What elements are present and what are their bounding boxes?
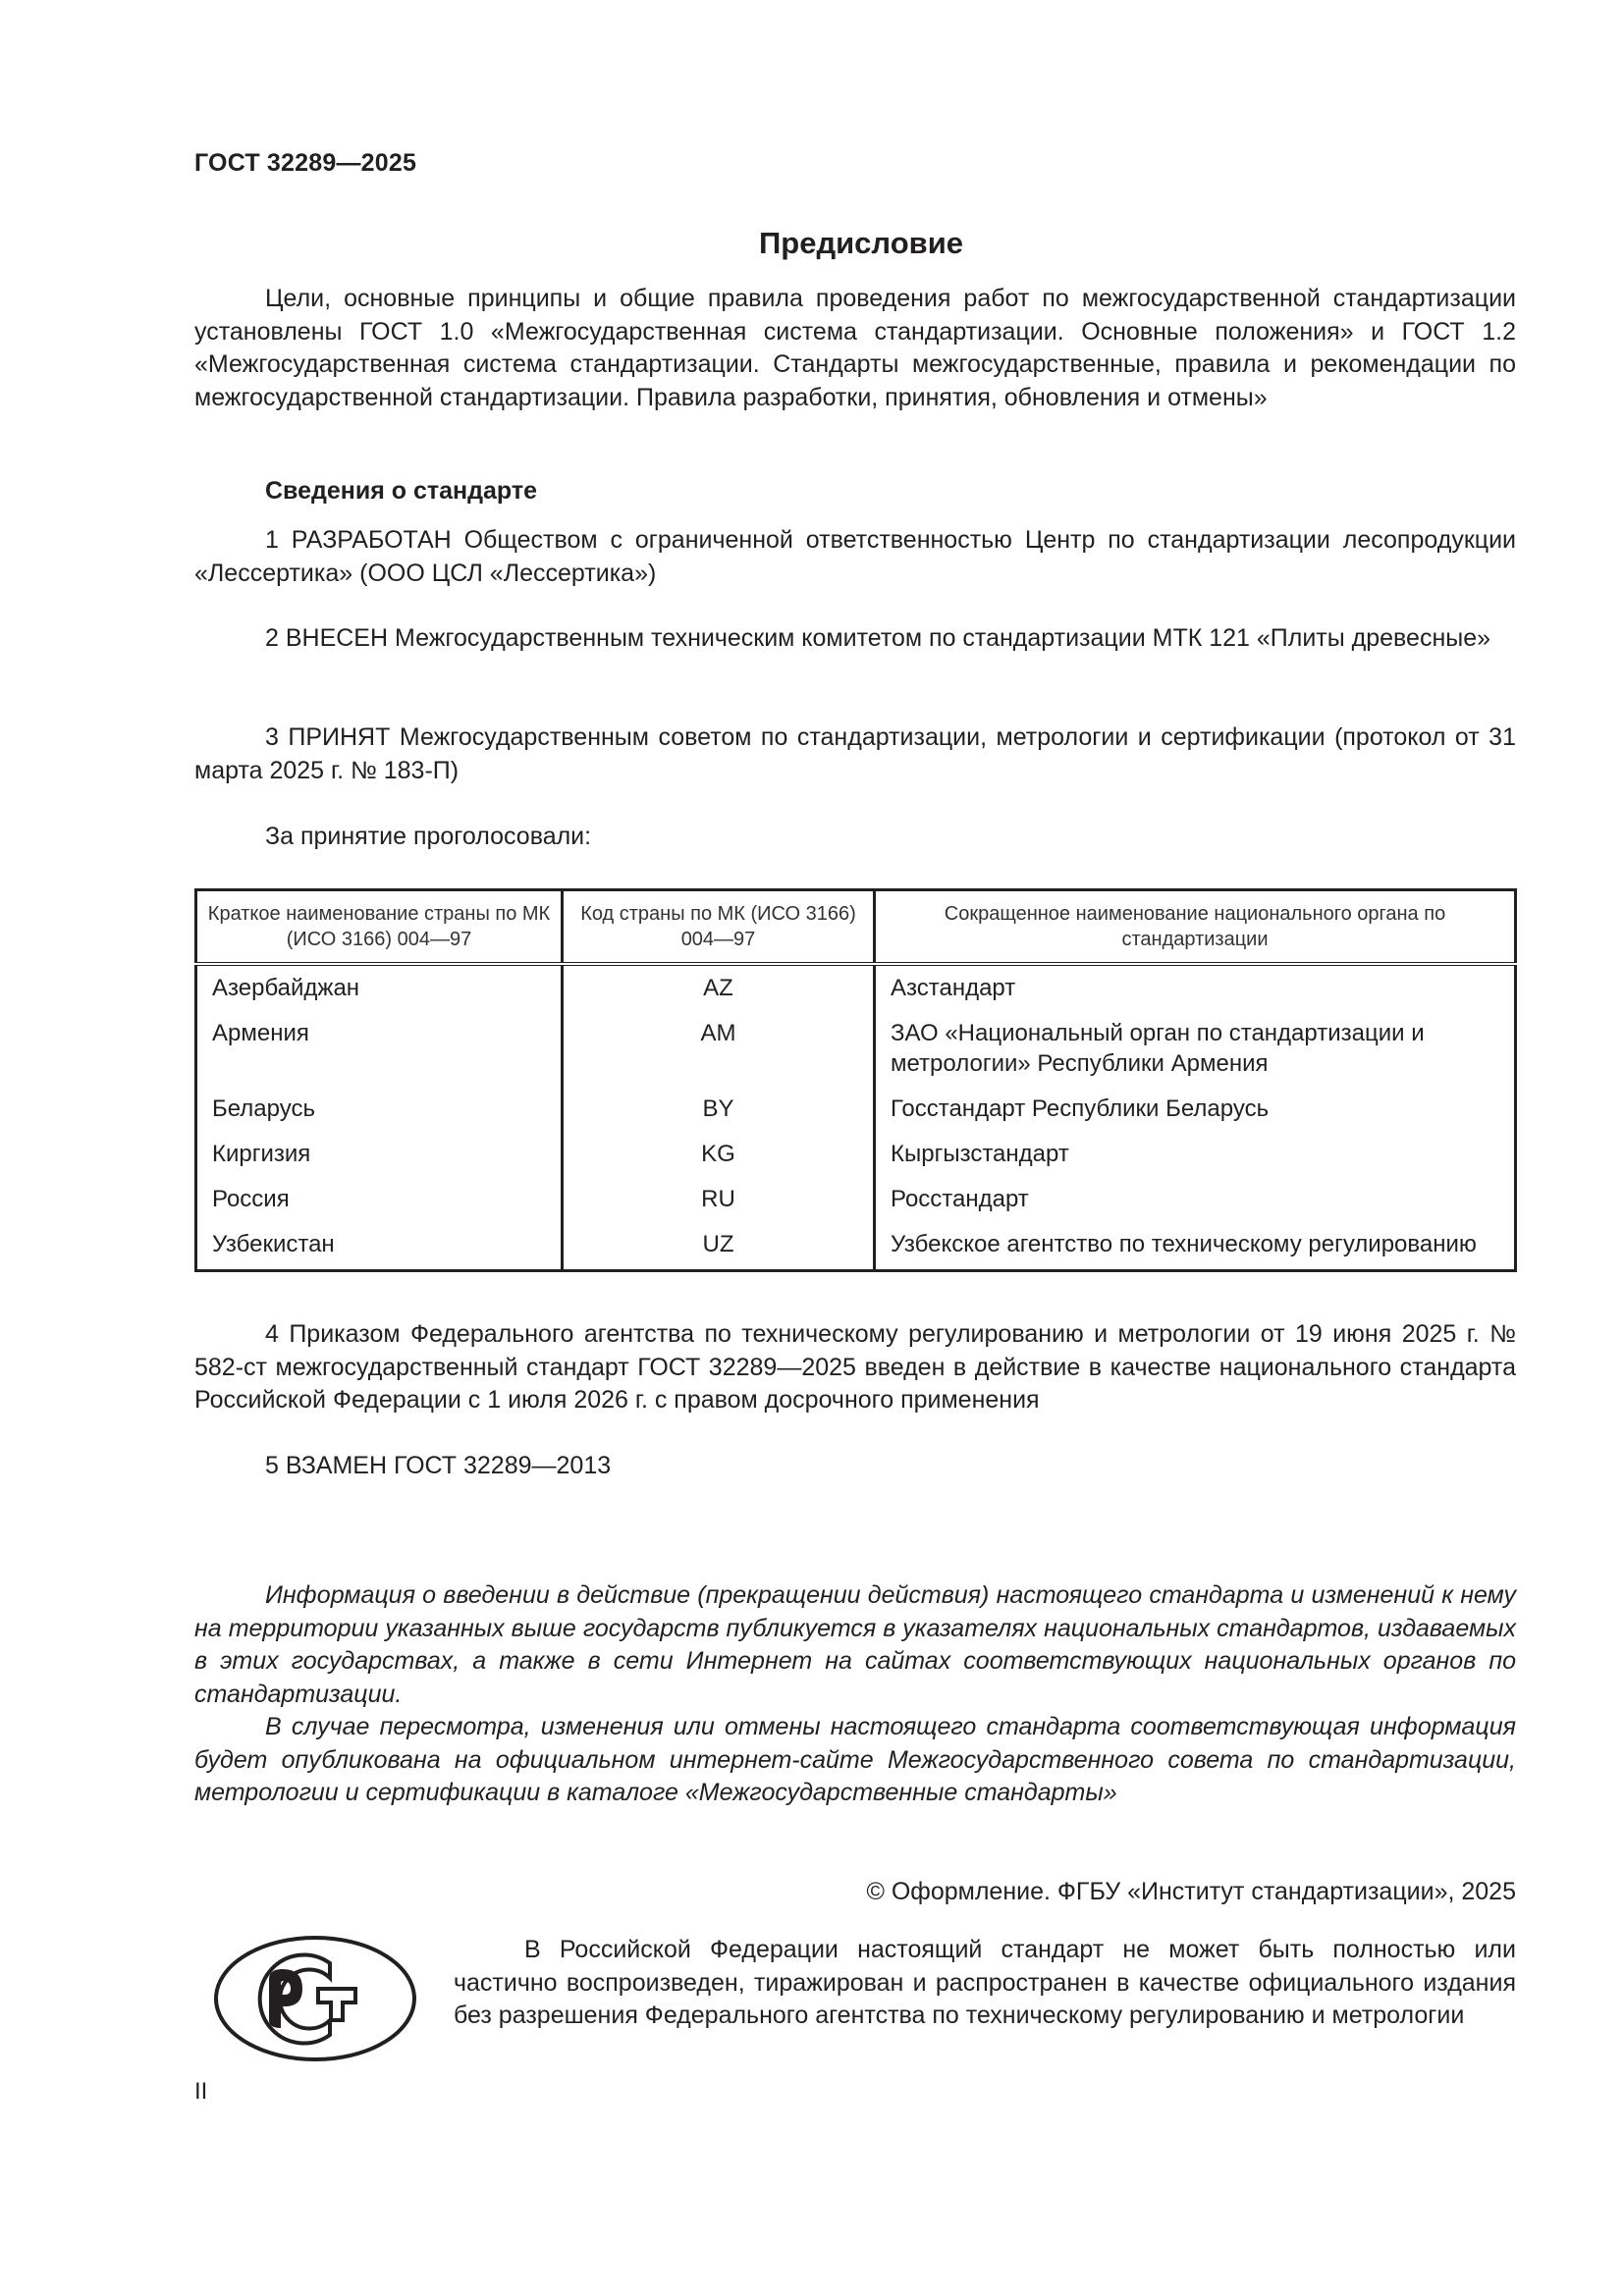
item-order: 4 Приказом Федерального агентства по техническому регулированию и метрологии от 19 июня 2025 г. № 582-ст межгосударственный стандарт ГОСТ 32289—2025 введен в действие в качестве национального стандарта Российской Федерации с 1 июля 2026 г. с правом досрочного применения (194, 1320, 1516, 1414)
code-cell: AZ (563, 964, 875, 1011)
page-title: Предисловие (758, 226, 963, 260)
code-cell: BY (563, 1087, 875, 1132)
body-cell: Азстандарт (891, 975, 1016, 1001)
header-code: Код страны по МК (ИСО 3166) 004—97 (563, 890, 875, 965)
rights-notice: В Российской Федерации настоящий стандарт не может быть полностью или частично воспроизведен, тиражирован и распространен в качестве официального издания без разрешения Федерального агентства по техническому регулированию и метрологии (454, 1936, 1516, 2029)
table-row (196, 1087, 1516, 1132)
country-cell: Россия (196, 1177, 563, 1222)
country-cell: Азербайджан (196, 964, 563, 1011)
page-number: II (194, 2078, 208, 2105)
item-replaces: 5 ВЗАМЕН ГОСТ 32289—2013 (265, 1452, 612, 1479)
body-cell: Росстандарт (891, 1186, 1029, 1212)
body-cell: ЗАО «Национальный орган по стандартизации и метрологии» Республики Армения (891, 1020, 1425, 1077)
header-code: ГОСТ 32289—2025 (194, 149, 417, 177)
table-row (196, 1011, 1516, 1087)
notice-paragraph-publication: Информация о введении в действие (прекращении действия) настоящего стандарта и изменений к нему на территории указанных выше государств публикуется в указателях национальных стандартов, издаваемых в этих государствах, а также в сети Интернет на сайтах соответствующих национальных органов по стандартизации. (194, 1581, 1516, 1708)
section-heading: Сведения о стандарте (265, 477, 538, 505)
table-row (196, 1222, 1516, 1271)
table-row (196, 964, 1516, 1011)
country-cell: Армения (196, 1011, 563, 1087)
item-introduced: 2 ВНЕСЕН Межгосударственным техническим комитетом по стандартизации МТК 121 «Плиты древесные» (265, 624, 1491, 652)
code-cell: UZ (563, 1222, 875, 1271)
item-developed: 1 РАЗРАБОТАН Обществом с ограниченной ответственностью Центр по стандартизации лесопродукции «Лессертика» (ООО ЦСЛ «Лессертика») (194, 526, 1516, 587)
body-cell: Узбекское агентство по техническому регулированию (891, 1231, 1477, 1257)
pct-certification-logo-icon (212, 1934, 418, 2063)
table-header-row (196, 890, 1516, 965)
country-cell: Беларусь (196, 1087, 563, 1132)
table-row (196, 1177, 1516, 1222)
copyright-line: © Оформление. ФГБУ «Институт стандартизации», 2025 (866, 1878, 1516, 1905)
code-cell: KG (563, 1132, 875, 1177)
country-cell: Киргизия (196, 1132, 563, 1177)
table-row (196, 1132, 1516, 1177)
body-cell: Госстандарт Республики Беларусь (891, 1095, 1270, 1122)
country-cell: Узбекистан (196, 1222, 563, 1271)
intro-paragraph: Цели, основные принципы и общие правила проведения работ по межгосударственной стандартизации установлены ГОСТ 1.0 «Межгосударственная система стандартизации. Основные положения» и ГОСТ 1.2 «Межгосударственная система стандартизации. Стандарты межгосударственные, правила и рекомендации по межгосударственной стандартизации. Правила разработки, принятия, обновления и отмены» (194, 285, 1516, 411)
code-cell: AM (563, 1011, 875, 1087)
voted-label: За принятие проголосовали: (265, 823, 592, 850)
code-cell: RU (563, 1177, 875, 1222)
body-cell: Кыргызстандарт (891, 1141, 1069, 1167)
item-adopted: 3 ПРИНЯТ Межгосударственным советом по стандартизации, метрологии и сертификации (протокол от 31 марта 2025 г. № 183-П) (194, 723, 1516, 784)
votes-table (194, 888, 1517, 1272)
header-body: Сокращенное наименование национального органа по стандартизации (875, 890, 1516, 965)
notice-paragraph-revision: В случае пересмотра, изменения или отмены настоящего стандарта соответствующая информация будет опубликована на официальном интернет-сайте Межгосударственного совета по стандартизации, метрологии и сертификации в каталоге «Межгосударственные стандарты» (194, 1713, 1516, 1806)
header-country: Краткое наименование страны по МК (ИСО 3166) 004—97 (196, 890, 563, 965)
